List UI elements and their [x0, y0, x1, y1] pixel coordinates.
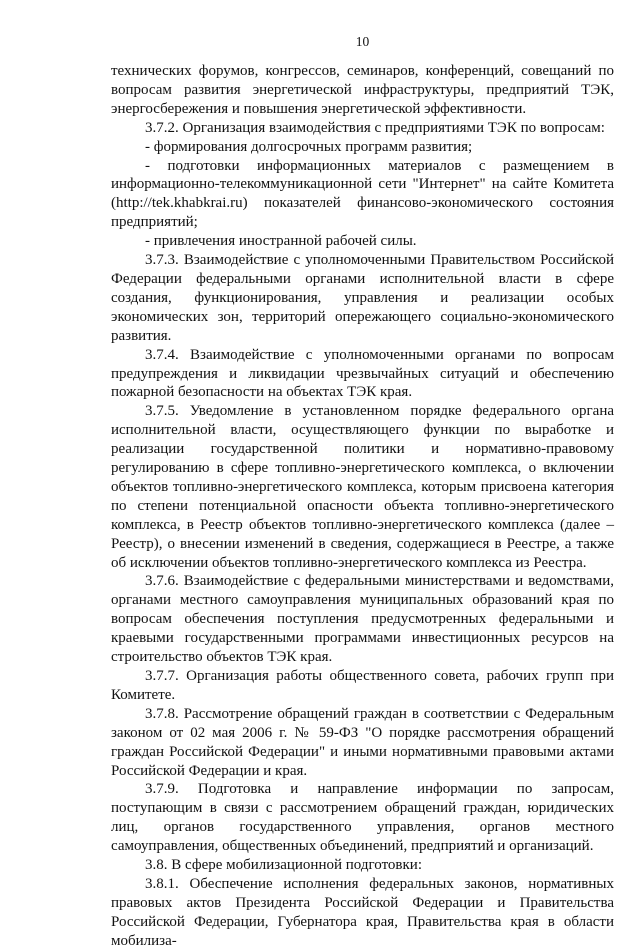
list-item: - формирования долгосрочных программ развития; — [145, 138, 473, 155]
paragraph: 3.7.6. Взаимодействие с федеральными министерствами и ведомствами, органами местного самоуправления муниципальных образований края по вопросам обеспечения поступления предусмотренных федеральными и краевыми государственными программами инвестиционных ресурсов на строительство объектов ТЭК края. — [111, 573, 614, 666]
document-body — [111, 62, 614, 951]
list-item: - подготовки информационных материалов с размещением в информационно-телекоммуникационной сети "Интернет" на сайте Комитета (http://tek.khabkrai.ru) показателей финансово-экономического состояния предприятий; — [111, 157, 614, 231]
paragraph: технических форумов, конгрессов, семинаров, конференций, совещаний по вопросам развития энергетической инфраструктуры, предприятий ТЭК, энергосбережения и повышения энергетической эффективности. — [111, 63, 614, 117]
section-heading: 3.8. В сфере мобилизационной подготовки: — [145, 857, 422, 874]
paragraph: 3.8.1. Обеспечение исполнения федеральных законов, нормативных правовых актов Президента Российской Федерации и Правительства Российской Федерации, Губернатора края, Правительства края в области мобилиза- — [111, 875, 614, 949]
list-item: - привлечения иностранной рабочей силы. — [145, 233, 417, 250]
paragraph: 3.7.8. Рассмотрение обращений граждан в соответствии с Федеральным законом от 02 мая 2006 г. № 59-ФЗ "О порядке рассмотрения обращений граждан Российской Федерации" и иными нормативными правовыми актами Российской Федерации и края. — [111, 705, 614, 779]
paragraph: 3.7.4. Взаимодействие с уполномоченными органами по вопросам предупреждения и ликвидации чрезвычайных ситуаций и обеспечению пожарной безопасности на объектах ТЭК края. — [111, 346, 614, 401]
paragraph: 3.7.5. Уведомление в установленном порядке федерального органа исполнительной власти, осуществляющего функции по выработке и реализации государственной политики и нормативно-правовому регулированию в сфере топливно-энергетического комплекса, о включении объектов топливно-энергетического комплекса, которым присвоена категория по степени потенциальной опасности объекта топливно-энергетического комплекса, в Реестр объектов топливно-энергетического комплекса (далее – Реестр), о внесении изменений в сведения, содержащиеся в Реестре, а также об исключении объектов топливно-энергетического комплекса из Реестра. — [111, 403, 614, 571]
paragraph: 3.7.7. Организация работы общественного совета, рабочих групп при Комитете. — [111, 668, 614, 703]
paragraph: 3.7.9. Подготовка и направление информации по запросам, поступающим в связи с рассмотрением обращений граждан, юридических лиц, органов государственного управления, органов местного самоуправления, общественных объединений, предприятий и организаций. — [111, 781, 614, 855]
page-number: 10 — [355, 34, 370, 49]
paragraph: 3.7.2. Организация взаимодействия с предприятиями ТЭК по вопросам: — [145, 119, 605, 136]
paragraph: 3.7.3. Взаимодействие с уполномоченными Правительством Российской Федерации федеральными органами исполнительной власти в сфере создания, функционирования, управления и реализации особых экономических зон, территорий опережающего социально-экономического развития. — [111, 252, 614, 344]
